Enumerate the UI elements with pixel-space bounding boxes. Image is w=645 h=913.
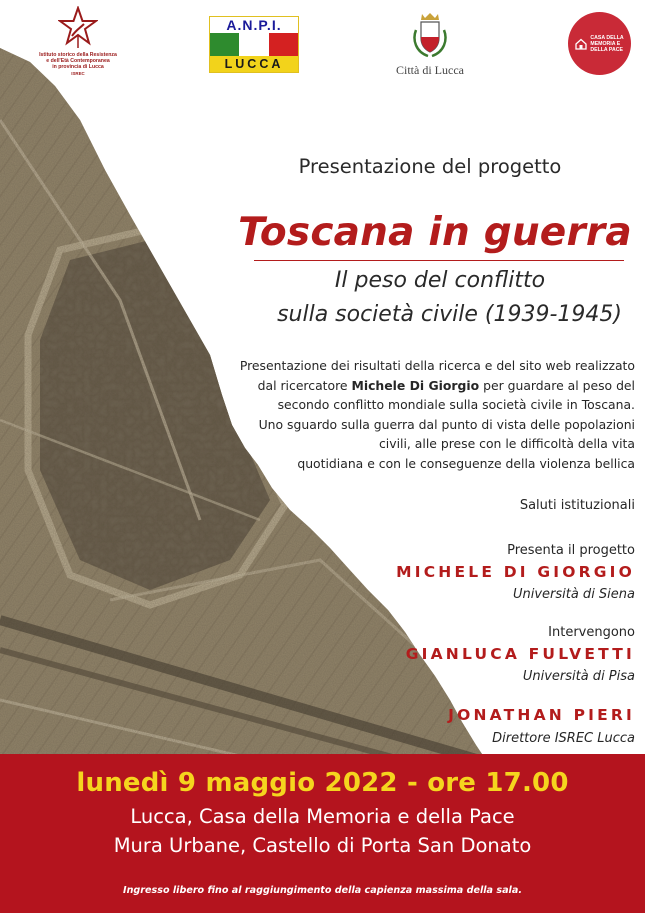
isrec-line-2: e dell'Età Contemporanea <box>46 58 110 65</box>
description-line-3: secondo conflitto mondiale sulla società civile in Toscana. <box>277 397 635 413</box>
researcher-name: Michele Di Giorgio <box>351 377 480 393</box>
title-divider <box>254 260 624 261</box>
description-line-2-post: per guardare al peso del <box>479 377 635 393</box>
intervengono-label: Intervengono <box>548 625 635 640</box>
isrec-logo <box>28 6 128 96</box>
italian-flag-icon <box>210 33 298 56</box>
casa-line-3: DELLA PACE <box>590 46 623 53</box>
description-line-2-pre: dal ricercatore <box>257 377 352 393</box>
anpi-title: A.N.P.I. <box>210 17 298 33</box>
star-icon <box>58 6 98 50</box>
description-line-4: Uno sguardo sulla guerra dal punto di vista delle popolazioni <box>258 416 635 432</box>
speaker-3-name: JONATHAN PIERI <box>448 706 635 724</box>
event-footer <box>0 754 645 913</box>
anpi-logo <box>209 16 299 73</box>
speaker-1-name: MICHELE DI GIORGIO <box>396 563 635 581</box>
city-crest-icon <box>404 10 456 62</box>
anpi-city: LUCCA <box>210 56 298 72</box>
lucca-logo-text: Città di Lucca <box>396 63 464 77</box>
description <box>215 356 635 474</box>
page-title: Toscana in guerra <box>238 210 632 255</box>
event-date: lunedì 9 maggio 2022 - ore 17.00 <box>76 768 569 798</box>
presenta-label: Presenta il progetto <box>507 543 635 558</box>
isrec-line-3: in provincia di Lucca <box>52 64 104 71</box>
isrec-line-1: Istituto storico della Resistenza <box>39 52 117 58</box>
speaker-2-name: GIANLUCA FULVETTI <box>405 645 635 663</box>
house-icon <box>575 38 587 50</box>
description-line-5: civili, alle prese con le difficoltà della vita <box>379 436 635 452</box>
speaker-3-affiliation: Direttore ISREC Lucca <box>492 731 635 746</box>
saluti-label: Saluti istituzionali <box>519 498 635 513</box>
speaker-1-affiliation: Università di Siena <box>512 587 635 602</box>
event-venue-line-1: Lucca, Casa della Memoria e della Pace <box>130 805 515 828</box>
casa-della-memoria-logo <box>568 12 631 75</box>
entry-note: Ingresso libero fino al raggiungimento della capienza massima della sala. <box>123 885 522 896</box>
subtitle-line-2: sulla società civile (1939-1945) <box>277 302 622 327</box>
isrec-acronym: ISREC <box>71 70 85 76</box>
casa-line-1: CASA DELLA <box>590 34 624 41</box>
casa-line-2: MEMORIA E <box>590 40 621 47</box>
subtitle-line-1: Il peso del conflitto <box>334 268 546 293</box>
event-venue-line-2: Mura Urbane, Castello di Porta San Donato <box>113 834 532 857</box>
presentation-label: Presentazione del progetto <box>298 155 562 178</box>
description-line-6: quotidiana e con le conseguenze della violenza bellica <box>297 455 635 471</box>
citta-di-lucca-logo <box>385 10 475 82</box>
description-line-1: Presentazione dei risultati della ricerca e del sito web realizzato <box>239 358 635 373</box>
description-line-2 <box>215 376 635 396</box>
speaker-2-affiliation: Università di Pisa <box>522 669 635 684</box>
